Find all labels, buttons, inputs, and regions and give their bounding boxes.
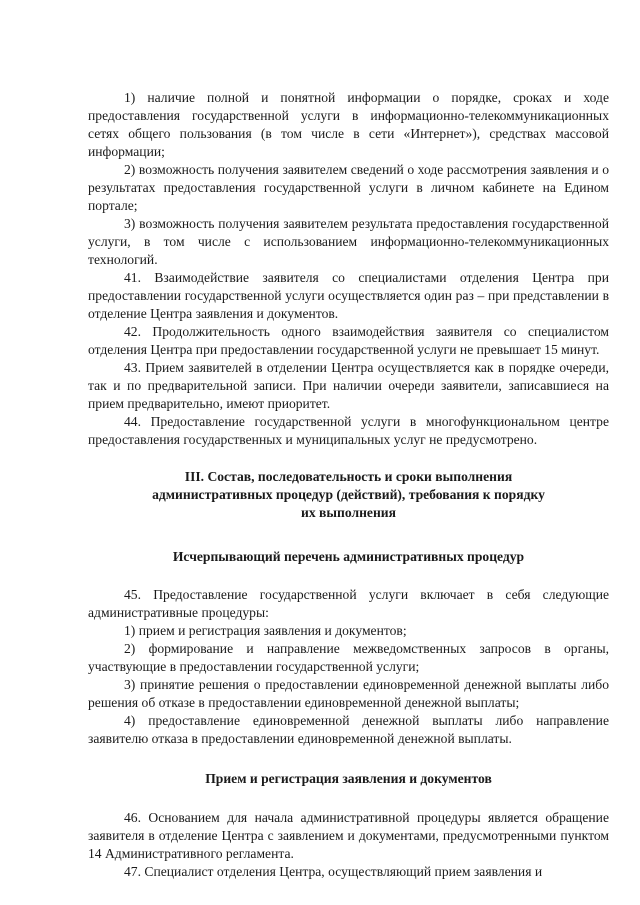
paragraph-45-item-2: 2) формирование и направление межведомственных запросов в органы, участвующие в предоставлении государственной услуги; xyxy=(88,641,609,674)
paragraph-45-item-1: 1) прием и регистрация заявления и документов; xyxy=(124,623,407,638)
subheading-reception: Прием и регистрация заявления и документов xyxy=(205,771,492,786)
paragraph-44: 44. Предоставление государственной услуги в многофункциональном центре предоставления государственных и муниципальных услуг не предусмотрено. xyxy=(88,414,609,447)
document-page xyxy=(88,89,609,881)
paragraph-46: 46. Основанием для начала административной процедуры является обращение заявителя в отделение Центра с заявлением и документами, предусмотренными пунктом 14 Административного регламента. xyxy=(88,810,609,861)
section-3-heading-line-2: административных процедур (действий), требования к порядку xyxy=(152,487,545,502)
paragraph-item-3: 3) возможность получения заявителем результата предоставления государственной услуги, в том числе с использованием информационно-телекоммуникационных технологий. xyxy=(88,216,609,267)
paragraph-45-item-4: 4) предоставление единовременной денежной выплаты либо направление заявителю отказа в предоставлении единовременной денежной выплаты. xyxy=(88,713,609,746)
section-3-heading-line-1: III. Состав, последовательность и сроки выполнения xyxy=(184,469,513,484)
section-3-heading xyxy=(88,468,609,522)
paragraph-item-1: 1) наличие полной и понятной информации о порядке, сроках и ходе предоставления государственной услуги в информационно-телекоммуникационных сетях общего пользования (в том числе в сети «Интернет»), средствах массовой информации; xyxy=(88,90,609,159)
paragraph-42: 42. Продолжительность одного взаимодействия заявителя со специалистом отделения Центра при предоставлении государственной услуги не превышает 15 минут. xyxy=(88,324,609,357)
paragraph-item-2: 2) возможность получения заявителем сведений о ходе рассмотрения заявления и о результатах предоставления государственной услуги в личном кабинете на Едином портале; xyxy=(88,162,609,213)
paragraph-45-item-3: 3) принятие решения о предоставлении единовременной денежной выплаты либо решения об отказе в предоставлении единовременной денежной выплаты; xyxy=(88,677,609,710)
paragraph-43: 43. Прием заявителей в отделении Центра осуществляется как в порядке очереди, так и по предварительной записи. При наличии очереди заявители, записавшиеся на прием предварительно, имеют приоритет. xyxy=(88,360,609,411)
section-3-heading-line-3: их выполнения xyxy=(301,505,396,520)
paragraph-47: 47. Специалист отделения Центра, осуществляющий прием заявления и xyxy=(124,864,543,879)
paragraph-41: 41. Взаимодействие заявителя со специалистами отделения Центра при предоставлении государственной услуги осуществляется один раз – при представлении в отделение Центра заявления и документов. xyxy=(88,270,609,321)
paragraph-45: 45. Предоставление государственной услуги включает в себя следующие административные процедуры: xyxy=(88,587,609,620)
subheading-procedure-list: Исчерпывающий перечень административных процедур xyxy=(172,549,525,564)
